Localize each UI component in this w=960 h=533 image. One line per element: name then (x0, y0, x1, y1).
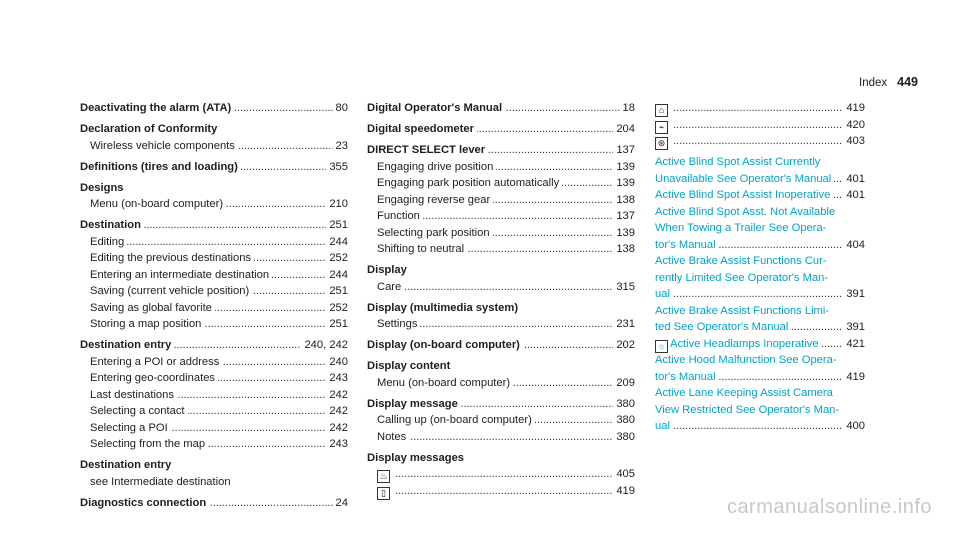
entry-page: 421 (843, 336, 865, 353)
coolant-icon: ♨ (377, 470, 390, 483)
entry-label: Care (377, 280, 402, 293)
entry-label: Menu (on-board computer) (90, 198, 224, 210)
entry-text (90, 269, 272, 281)
entry-page: 243 (326, 436, 348, 453)
entry-page: 23 (333, 138, 348, 155)
entry-page: 137 (613, 142, 635, 159)
entry-text (377, 468, 395, 480)
entry-label: Settings (377, 318, 418, 330)
entry-label: Display message (367, 397, 458, 410)
entry-label: DIRECT SELECT lever (367, 144, 486, 156)
entry-page: 242 (326, 387, 348, 404)
entry-text (367, 339, 523, 351)
entry-text (377, 210, 423, 222)
entry-label: When Towing a Trailer See Opera- (655, 222, 827, 234)
index-link-entry[interactable] (655, 369, 865, 386)
entry-page: 401 (843, 171, 865, 188)
entry-label: tor's Manual (655, 238, 716, 251)
headlamp-icon: ☼ (655, 340, 668, 353)
index-entry (367, 159, 635, 176)
entry-text (367, 398, 461, 410)
entry-text (655, 404, 842, 416)
entry-label: View Restricted See Operator's Man- (655, 403, 840, 416)
index-column-2 (367, 100, 635, 499)
index-link-entry[interactable] (655, 154, 865, 171)
entry-label: Destination (80, 219, 141, 231)
entry-page: 242 (326, 403, 348, 420)
entry-label: ual (655, 288, 670, 300)
index-entry (80, 387, 348, 404)
index-entry (367, 429, 635, 446)
entry-page: 391 (843, 286, 865, 303)
entry-text (655, 272, 831, 284)
entry-label: rently Limited See Operator's Man- (655, 271, 829, 284)
entry-label: Shifting to neutral (377, 243, 465, 255)
fuel-filter-icon: ▯ (377, 487, 390, 500)
entry-label: Function (377, 210, 420, 222)
entry-text (80, 161, 241, 173)
entry-text (655, 189, 833, 201)
index-entry (367, 121, 635, 138)
leader-dots (655, 133, 865, 150)
index-entry (655, 117, 865, 134)
entry-page: 252 (326, 250, 348, 267)
index-entry (367, 262, 635, 279)
entry-text (80, 182, 127, 194)
entry-label: Storing a map position (90, 318, 202, 330)
entry-text (655, 387, 836, 399)
entry-label: Digital speedometer (367, 123, 474, 135)
index-link-entry[interactable] (655, 418, 865, 435)
entry-text (80, 102, 234, 114)
entry-text (377, 377, 513, 389)
entry-label: Menu (on-board computer) (377, 376, 511, 389)
entry-page: 380 (613, 429, 635, 446)
entry-page: 137 (613, 208, 635, 225)
entry-text (655, 222, 829, 234)
entry-text (377, 281, 404, 293)
entry-page: 315 (613, 279, 635, 296)
index-entry (80, 121, 348, 138)
index-entry (80, 300, 348, 317)
index-label: Index (859, 77, 888, 89)
entry-text (90, 302, 215, 314)
entry-text (90, 236, 127, 248)
entry-label: Editing the previous destinations (90, 252, 252, 264)
entry-label: Entering geo-coordinates (90, 372, 216, 384)
index-link-entry[interactable] (655, 319, 865, 336)
entry-page: 403 (843, 133, 865, 150)
leader-dots (377, 466, 635, 483)
entry-page: 80 (333, 100, 348, 117)
index-link-entry[interactable] (655, 270, 865, 287)
entry-text (377, 485, 395, 497)
index-entry (80, 159, 348, 176)
index-entry (367, 142, 635, 159)
entry-text (90, 318, 204, 330)
entry-text (377, 431, 409, 443)
index-link-entry[interactable] (655, 352, 865, 369)
entry-text (655, 371, 719, 383)
entry-page: 419 (613, 483, 635, 500)
car-lift-icon: ⌁ (655, 121, 668, 134)
entry-label: Last destinations (90, 388, 174, 401)
entry-label: Display (on-board computer) (367, 339, 520, 351)
index-entry (80, 403, 348, 420)
entry-text (655, 255, 830, 267)
entry-text (655, 288, 673, 300)
entry-text (80, 459, 174, 471)
index-entry (80, 457, 348, 474)
entry-label: Digital Operator's Manual (367, 102, 503, 114)
entry-page: 242 (326, 420, 348, 437)
leader-dots (655, 117, 865, 134)
index-entry (367, 450, 635, 467)
index-link-entry[interactable] (655, 303, 865, 320)
entry-page: 138 (613, 192, 635, 209)
entry-page: 244 (326, 234, 348, 251)
index-entry (367, 483, 635, 500)
index-link-entry[interactable] (655, 171, 865, 188)
entry-label: Active Headlamps Inoperative (670, 337, 819, 350)
index-entry (367, 225, 635, 242)
entry-text (367, 102, 505, 114)
entry-page: 400 (843, 418, 865, 435)
entry-page: 252 (326, 300, 348, 317)
entry-text (367, 144, 488, 156)
entry-label: Designs (80, 181, 124, 194)
index-entry (367, 175, 635, 192)
entry-label: Selecting from the map (90, 438, 206, 450)
page-header (859, 75, 918, 89)
entry-label: Active Blind Spot Assist Currently (655, 156, 821, 168)
entry-page: 231 (613, 316, 635, 333)
entry-label: Display content (367, 360, 451, 372)
entry-text (655, 102, 673, 114)
entry-page: 419 (843, 100, 865, 117)
index-entry (80, 267, 348, 284)
watermark: carmanualsonline.info (726, 496, 932, 518)
index-column-3 (655, 100, 865, 435)
index-entry (80, 316, 348, 333)
entry-page: 24 (333, 495, 348, 512)
entry-text (90, 422, 171, 434)
entry-label: Active Brake Assist Functions Limi- (655, 304, 830, 317)
entry-label: Engaging drive position (377, 160, 494, 173)
entry-text (90, 372, 218, 384)
index-link-entry[interactable] (655, 237, 865, 254)
leader-dots (377, 429, 635, 446)
entry-text (90, 389, 177, 401)
entry-label: Deactivating the alarm (ATA) (80, 102, 232, 114)
leader-dots (655, 418, 865, 435)
index-entry (80, 138, 348, 155)
entry-page: 419 (843, 369, 865, 386)
page-number: 449 (897, 75, 918, 89)
entry-text (377, 227, 493, 239)
entry-label: ted See Operator's Manual (655, 321, 789, 333)
entry-page: 18 (620, 100, 635, 117)
entry-page: 405 (613, 466, 635, 483)
leader-dots (90, 234, 348, 251)
entry-label: Entering an intermediate destination (90, 268, 270, 281)
entry-page: 240 (326, 354, 348, 371)
entry-text (655, 156, 823, 168)
index-column-1 (80, 100, 348, 511)
index-link-entry[interactable] (655, 336, 865, 353)
entry-label: ual (655, 420, 670, 432)
entry-page: 380 (613, 396, 635, 413)
entry-label: Display messages (367, 451, 465, 464)
index-entry (80, 420, 348, 437)
index-entry (80, 283, 348, 300)
entry-text (367, 264, 410, 276)
index-entry (367, 192, 635, 209)
index-entry (367, 337, 635, 354)
index-link-entry[interactable] (655, 253, 865, 270)
index-entry (367, 466, 635, 483)
index-link-entry[interactable] (655, 220, 865, 237)
entry-page: 138 (613, 241, 635, 258)
entry-label: Selecting park position (377, 226, 490, 239)
entry-text (367, 302, 521, 314)
entry-page: 139 (613, 225, 635, 242)
leader-dots (655, 100, 865, 117)
entry-text (90, 405, 188, 417)
entry-label: Display (multimedia system) (367, 301, 519, 314)
index-entry (367, 300, 635, 317)
entry-text (367, 123, 477, 135)
index-entry (367, 358, 635, 375)
entry-text (90, 252, 254, 264)
leader-dots (655, 286, 865, 303)
entry-page: 391 (843, 319, 865, 336)
entry-text (655, 239, 719, 251)
entry-page: 202 (613, 337, 635, 354)
entry-text (655, 321, 791, 333)
entry-label: Wireless vehicle components (90, 139, 235, 152)
entry-text (90, 356, 222, 368)
entry-label: Editing (90, 235, 125, 248)
index-link-entry[interactable] (655, 385, 865, 402)
entry-text (90, 140, 238, 152)
entry-text (655, 173, 834, 185)
entry-page: 420 (843, 117, 865, 134)
entry-page: 244 (326, 267, 348, 284)
leader-dots (377, 483, 635, 500)
index-entry (367, 279, 635, 296)
entry-text (90, 438, 208, 450)
entry-page: 243 (326, 370, 348, 387)
entry-label: Display (367, 264, 407, 276)
index-entry (80, 250, 348, 267)
entry-label: Saving (current vehicle position) (90, 285, 250, 297)
index-link-entry[interactable] (655, 286, 865, 303)
index-entry (80, 234, 348, 251)
entry-page: 251 (326, 316, 348, 333)
index-entry (655, 133, 865, 150)
entry-label: Engaging park position automatically (377, 177, 560, 189)
entry-page: 355 (326, 159, 348, 176)
entry-page: 204 (613, 121, 635, 138)
entry-page: 240, 242 (301, 337, 348, 354)
entry-label: Calling up (on-board computer) (377, 414, 532, 426)
entry-label: Destination entry (80, 459, 172, 471)
index-entry (80, 354, 348, 371)
entry-label: Notes (377, 430, 407, 443)
entry-label: Diagnostics connection (80, 496, 207, 509)
entry-page: 139 (613, 175, 635, 192)
entry-label: Destination entry (80, 339, 172, 351)
entry-page: 210 (326, 196, 348, 213)
entry-text (377, 161, 496, 173)
index-entry (80, 180, 348, 197)
entry-label: Active Blind Spot Assist Inoperative (655, 189, 831, 201)
entry-page: 251 (326, 283, 348, 300)
index-entry (367, 208, 635, 225)
index-entry (80, 474, 348, 491)
index-link-entry[interactable] (655, 187, 865, 204)
index-link-entry[interactable] (655, 402, 865, 419)
entry-label: Selecting a POI (90, 421, 168, 434)
entry-text (655, 354, 840, 366)
index-entry (80, 100, 348, 117)
entry-text (90, 476, 234, 488)
entry-text (655, 119, 673, 131)
entry-text (367, 452, 467, 464)
entry-label: Entering a POI or address (90, 355, 220, 368)
index-entry (367, 412, 635, 429)
entry-label: see Intermediate destination (90, 475, 231, 488)
entry-label: Engaging reverse gear (377, 193, 491, 206)
entry-text (80, 123, 220, 135)
entry-label: Unavailable See Operator's Manual (655, 172, 832, 185)
entry-text (377, 414, 535, 426)
index-entry (367, 241, 635, 258)
entry-page: 209 (613, 375, 635, 392)
index-entry (80, 436, 348, 453)
entry-page: 139 (613, 159, 635, 176)
entry-label: Saving as global favorite (90, 301, 212, 314)
index-entry (80, 217, 348, 234)
entry-label: tor's Manual (655, 370, 716, 383)
entry-text (90, 285, 252, 297)
entry-label: Active Brake Assist Functions Cur- (655, 255, 827, 267)
entry-page: 380 (613, 412, 635, 429)
index-entry (367, 316, 635, 333)
entry-text (655, 338, 822, 350)
entry-label: Active Blind Spot Asst. Not Available (655, 205, 836, 218)
entry-text (80, 219, 144, 231)
entry-page: 401 (843, 187, 865, 204)
index-entry (80, 370, 348, 387)
entry-text (90, 198, 226, 210)
index-link-entry[interactable] (655, 204, 865, 221)
entry-text (80, 497, 209, 509)
index-entry (367, 375, 635, 392)
index-entry (80, 196, 348, 213)
entry-text (655, 206, 838, 218)
entry-label: Active Lane Keeping Assist Camera (655, 387, 833, 399)
index-entry (367, 396, 635, 413)
entry-text (655, 135, 673, 147)
entry-label: Active Hood Malfunction See Opera- (655, 354, 837, 366)
car-side-icon: ⌂ (655, 104, 668, 117)
steering-icon: ⊛ (655, 137, 668, 150)
index-entry (80, 495, 348, 512)
entry-text (377, 194, 493, 206)
index-entry (655, 100, 865, 117)
index-entry (367, 100, 635, 117)
entry-text (367, 360, 453, 372)
entry-text (655, 305, 832, 317)
entry-label: Selecting a contact (90, 405, 185, 417)
entry-text (377, 243, 467, 255)
entry-label: Definitions (tires and loading) (80, 160, 238, 173)
entry-page: 251 (326, 217, 348, 234)
index-entry (80, 337, 348, 354)
entry-text (377, 177, 562, 189)
leader-dots (377, 279, 635, 296)
entry-label: Declaration of Conformity (80, 123, 218, 135)
entry-text (80, 339, 174, 351)
entry-page: 404 (843, 237, 865, 254)
entry-text (655, 420, 673, 432)
entry-text (377, 318, 420, 330)
